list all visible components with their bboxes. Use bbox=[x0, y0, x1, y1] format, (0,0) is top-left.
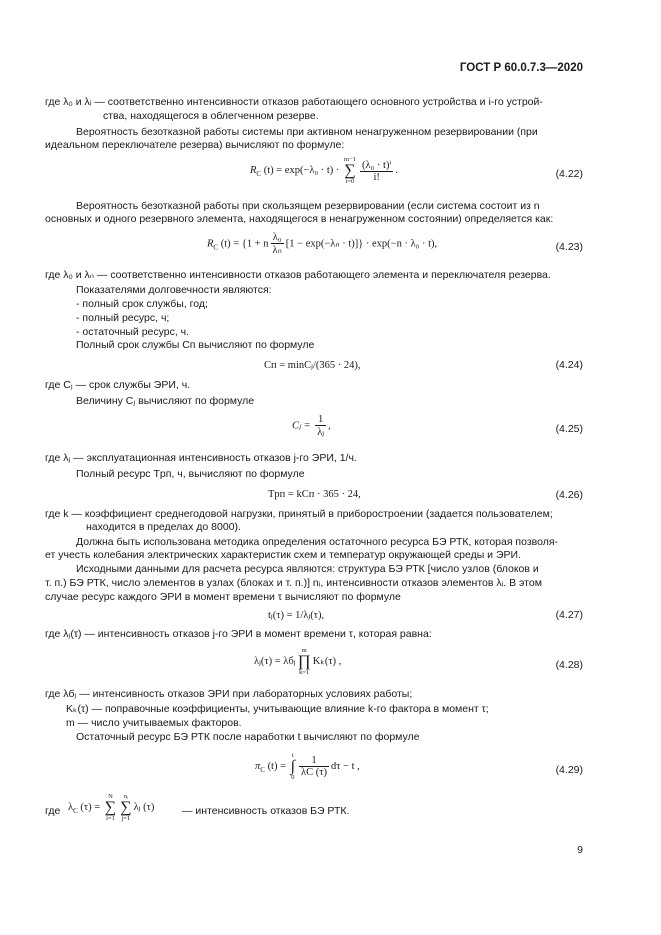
text-line: Kₖ(τ) — поправочные коэффициенты, учитывающие влияние k-го фактора в момент τ; bbox=[66, 703, 489, 715]
text-line: где λ₀ и λₙ — соответственно интенсивности отказов работающего элемента и переключателя резерва. bbox=[45, 269, 551, 281]
page-number: 9 bbox=[577, 844, 583, 856]
eq-tail: Kₖ(τ) , bbox=[312, 655, 342, 667]
sum-upper: m−1 bbox=[344, 156, 357, 163]
equation-number: (4.25) bbox=[555, 423, 583, 435]
text-line: Полный ресурс Tрп, ч, вычисляют по формуле bbox=[76, 468, 305, 480]
document-header: ГОСТ Р 60.0.7.3—2020 bbox=[459, 62, 583, 74]
sum-lower: j=1 bbox=[121, 815, 131, 822]
formula-4-22 bbox=[250, 156, 398, 185]
product-lower: k=1 bbox=[299, 669, 310, 676]
eq-text: (τ) = bbox=[77, 801, 103, 813]
text-line: - остаточный ресурс, ч. bbox=[76, 326, 190, 338]
numerator: λ₀ bbox=[271, 232, 284, 244]
equation-number: (4.26) bbox=[555, 489, 583, 501]
numerator: 1 bbox=[299, 755, 329, 767]
eq-tail: , bbox=[328, 420, 331, 432]
fraction bbox=[360, 159, 393, 183]
text-line: где bbox=[45, 805, 61, 817]
sum-lower: i=1 bbox=[106, 815, 115, 822]
formula-4-28 bbox=[254, 647, 341, 676]
numerator: 1 bbox=[315, 414, 326, 426]
text-line: — интенсивность отказов БЭ РТК. bbox=[182, 805, 350, 817]
text-line: где λⱼ — эксплуатационная интенсивность отказов j-го ЭРИ, 1/ч. bbox=[45, 452, 357, 464]
fraction bbox=[299, 755, 329, 778]
equation-number: (4.24) bbox=[555, 359, 583, 371]
equation-number: (4.23) bbox=[555, 241, 583, 253]
sum-operator: nᵢ ∑ j=1 bbox=[120, 793, 132, 822]
product-upper: m bbox=[301, 647, 307, 654]
text-line: ства, находящегося в облегченном резерве. bbox=[103, 110, 319, 122]
formula-4-29 bbox=[255, 752, 360, 781]
integral-upper: t bbox=[291, 752, 294, 759]
sum-upper: nᵢ bbox=[123, 793, 129, 800]
fraction bbox=[315, 414, 326, 438]
text-line: - полный срок службы, год; bbox=[76, 298, 208, 310]
text-line: ет учесть колебания электрических характеристик схем и температур окружающей среды и ЭРИ. bbox=[45, 549, 521, 561]
text-line: где Cⱼ — срок службы ЭРИ, ч. bbox=[45, 379, 191, 391]
eq-lhs-sub: C bbox=[213, 243, 219, 252]
text-line: - полный ресурс, ч; bbox=[76, 312, 170, 324]
eq-lhs: R bbox=[207, 238, 214, 250]
denominator: λⱼ bbox=[317, 427, 325, 438]
text-line: находится в пределах до 8000). bbox=[86, 521, 241, 533]
eq-text: (t) = {1 + n bbox=[218, 238, 269, 250]
text-line: где λбⱼ — интенсивность отказов ЭРИ при лабораторных условиях работы; bbox=[45, 688, 413, 700]
denominator: λC (τ) bbox=[301, 767, 327, 778]
integral-lower: 0 bbox=[291, 774, 295, 781]
sum-upper: N bbox=[108, 793, 113, 800]
text-line: Величину Cⱼ вычисляют по формуле bbox=[76, 395, 255, 407]
eq-text: (t) = bbox=[264, 760, 289, 772]
text-line: Вероятность безотказной работы системы при активном ненагруженном резервировании (при bbox=[76, 126, 538, 138]
formula-4-24: Cп = minCⱼ/(365 · 24), bbox=[264, 360, 361, 371]
text-line: где λ₀ и λᵢ — соответственно интенсивности отказов работающего основного устройства и i-го устрой- bbox=[45, 96, 543, 108]
text-line: Показателями долговечности являются: bbox=[76, 284, 272, 296]
formula-4-23 bbox=[207, 232, 437, 256]
text-line: случае ресурс каждого ЭРИ в момент времени τ вычисляют по формуле bbox=[45, 591, 401, 603]
text-line: где λⱼ(τ) — интенсивность отказов j-го ЭРИ в момент времени τ, которая равна: bbox=[45, 628, 432, 640]
eq-tail: dτ − t , bbox=[330, 760, 360, 772]
text-line: m — число учитываемых факторов. bbox=[66, 717, 242, 729]
eq-lhs: λⱼ(τ) = λбⱼ bbox=[254, 655, 296, 667]
integral-operator: t ∫ 0 bbox=[290, 752, 296, 781]
text-line: Исходными данными для расчета ресурса являются: структура БЭ РТК [число узлов (блоков и bbox=[76, 563, 539, 575]
eq-text: [1 − exp(−λₙ · t)]} · exp(−n · λ₀ · t), bbox=[285, 238, 438, 250]
fraction bbox=[271, 232, 284, 256]
product-operator: m ∏ k=1 bbox=[297, 647, 311, 676]
text-line: Полный срок службы Cп вычисляют по формуле bbox=[76, 339, 315, 351]
equation-number: (4.29) bbox=[555, 764, 583, 776]
text-line: т. п.) БЭ РТК, число элементов в узлах (блоках и т. п.)] nᵢ, интенсивности отказов элементов λᵢ. В этом bbox=[45, 577, 542, 589]
numerator: (λ₀ · t)ⁱ bbox=[362, 159, 392, 171]
text-line: Остаточный ресурс БЭ РТК после наработки t вычисляют по формуле bbox=[76, 731, 420, 743]
equation-number: (4.27) bbox=[555, 609, 583, 621]
formula-4-26: Tрп = kCп · 365 · 24, bbox=[268, 489, 361, 500]
equation-number: (4.22) bbox=[555, 168, 583, 180]
text-line: где k — коэффициент среднегодовой нагрузки, принятый в приборостроении (задается пользователем; bbox=[45, 508, 553, 520]
text-line: Должна быть использована методика определения остаточного ресурса БЭ РТК, которая позволя- bbox=[76, 536, 559, 548]
sum-lower: i=0 bbox=[345, 178, 355, 185]
denominator: λₙ bbox=[272, 245, 282, 256]
eq-lhs: R bbox=[250, 164, 257, 176]
formula-lambda-c bbox=[68, 793, 154, 822]
eq-lhs-sub: C bbox=[260, 766, 265, 774]
text-line: идеальном переключателе резерва) вычисляют по формуле: bbox=[45, 139, 345, 151]
eq-lhs-sub: C bbox=[73, 807, 78, 815]
text-line: основных и одного резервного элемента, находящегося в ненагруженном состоянии) определяется как: bbox=[45, 213, 554, 225]
eq-tail: λⱼ (τ) bbox=[133, 801, 155, 813]
formula-4-25 bbox=[292, 414, 331, 438]
text-line: Вероятность безотказной работы при скользящем резервировании (если система состоит из n bbox=[76, 200, 540, 212]
eq-lhs: Cⱼ = bbox=[292, 420, 314, 432]
eq-lhs-sub: C bbox=[256, 170, 262, 178]
formula-4-27: tⱼ(τ) = 1/λⱼ(τ), bbox=[268, 610, 325, 621]
eq-tail: . bbox=[395, 164, 398, 176]
eq-text: (t) = exp(−λ₀ · t) · bbox=[261, 164, 343, 176]
eq-lhs: λ bbox=[68, 801, 74, 813]
sum-operator: m−1 ∑ i=0 bbox=[344, 156, 357, 185]
sum-operator: N ∑ i=1 bbox=[104, 793, 117, 822]
denominator: i! bbox=[373, 171, 380, 183]
equation-number: (4.28) bbox=[555, 659, 583, 671]
eq-lhs: π bbox=[255, 760, 261, 772]
